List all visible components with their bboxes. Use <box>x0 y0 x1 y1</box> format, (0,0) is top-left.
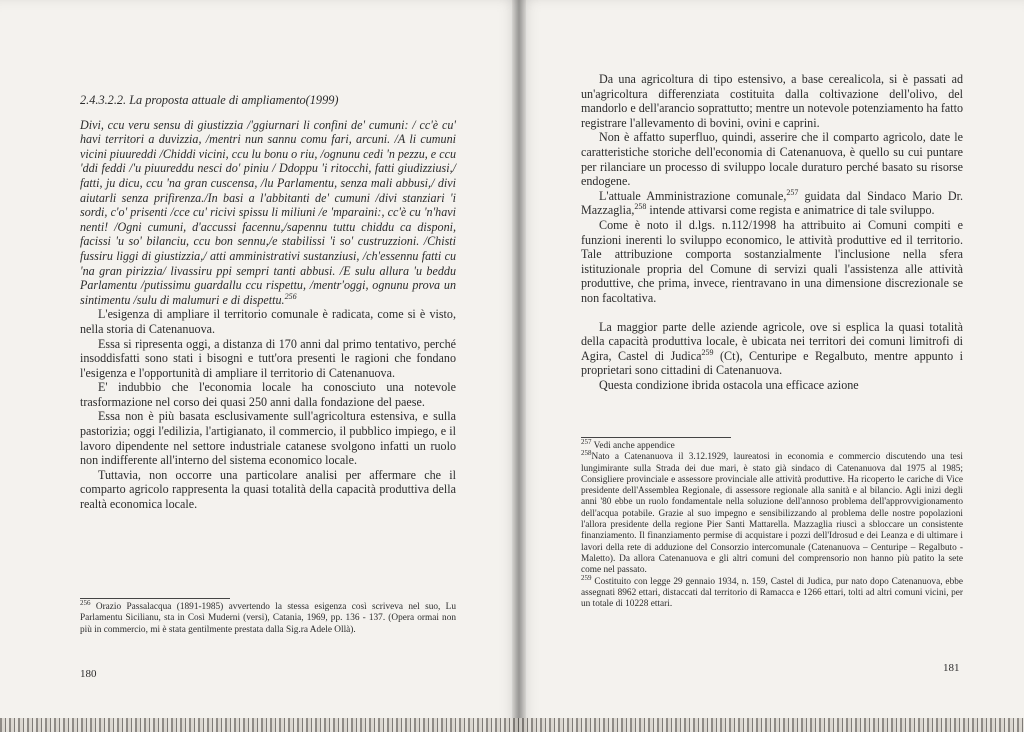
paragraph: Da una agricoltura di tipo estensivo, a base cerealicola, si è passati ad un'agricoltura differenziata costituita dalla coltivazione dell'olivo, del mandorlo e dell'arancio soprattutto; mentre un notevole potenziamento ha fatto registrare l'allevamento di bovini, ovini e caprini. <box>581 72 963 130</box>
right-page <box>519 0 1024 732</box>
paragraph: Essa si ripresenta oggi, a distanza di 170 anni dal primo tentativo, perché insoddisfatti sono stati i bisogni e tutt'ora presenti le ragioni che fondano l'esigenza e l'opportunità di ampliare il territorio di Catenanuova. <box>80 336 456 380</box>
paragraph: E' indubbio che l'economia locale ha conosciuto una notevole trasformazione nel corso dei quasi 250 anni dalla fondazione del paese. <box>80 380 456 409</box>
footnote-259 <box>581 573 963 611</box>
page-number-right: 181 <box>943 662 960 674</box>
left-footnotes <box>80 598 456 636</box>
text-segment: (Ct), Centuripe e Regalbuto, mentre appunto i proprietari sono cittadini di Catenanuova. <box>581 348 964 378</box>
footnote-ref: 259 <box>701 347 714 357</box>
footnote-ref: 258 <box>634 202 647 212</box>
footnote-258 <box>581 449 963 576</box>
text-segment: guidata dal Sindaco Mario Dr. Mazzaglia, <box>581 188 963 218</box>
paragraph: Come è noto il d.lgs. n.112/1998 ha attribuito ai Comuni compiti e funzioni inerenti lo sviluppo economico, le attività produttive ed il territorio. Tale attribuzione comporta sostanzialmente l'inclusione nella sfera istituzionale propria del Comune di servizi quali l'assistenza alle attività produttive, che prima, invece, rientravano in una dimensione discrezionale se non facoltativa. <box>581 217 963 305</box>
right-text-column <box>581 72 963 392</box>
footnote-ref: 257 <box>786 187 799 197</box>
footnote-mark: 259 <box>581 573 592 582</box>
page-number-left: 180 <box>80 668 97 680</box>
dialect-poem <box>80 118 456 308</box>
footnote-rule <box>581 437 731 438</box>
text-segment: L'attuale Amministrazione comunale, <box>599 188 787 203</box>
paragraph: Tuttavia, non occorre una particolare analisi per affermare che il comparto agricolo rappresenta la quasi totalità della capacità produttiva della realtà economica locale. <box>80 467 456 512</box>
paragraph: L'esigenza di ampliare il territorio comunale è radicata, come si è visto, nella storia di Catenanuova. <box>80 307 456 336</box>
book-gutter <box>512 0 526 732</box>
footnote-text: Orazio Passalacqua (1891-1985) avvertendo la stessa esigenza così scriveva nel suo, Lu Parlamentu Sicilianu, sta in Così Muderni (versi), Catania, 1969, pp. 136 - 137. (Opera ormai non più in commercio, mi è stata gentilmente prestata dalla Sig.ra Adele Ollà). <box>80 602 456 635</box>
footnote-text: Nato a Catenanuova il 3.12.1929, laureatosi in economia e commercio discutendo una tesi lungimirante sulla Strada dei due mari, è stato già sindaco di Catenanuova dal 1975 al 1985; Consigliere provinciale e assessore provinciale alle attività produttive. Ha ricoperto le cariche di Vice presidente dell'Assemblea Regionale, di assessore regionale alla sanità e al bilancio. Agli inizi degli anni '80 ebbe un ruolo fondamentale nella soluzione dell'annoso problema dell'approvvigionamento dell'acqua potabile. Grazie al suo impegno e sensibilizzando al problema delle nostre popolazioni l'allora presidente della regione Pier Santi Mattarella. Mazzaglia riuscì a sbloccare un consistente finanziamento. Il finanziamento permise di acquistare i pozzi dell'Idrosud e dei Leanza e di ultimare i lavori della rete di adduzione del Consorzio intercomunale (Catenanuova – Centuripe – Regalbuto - Maletto). Da allora Catenanuova e gli altri comuni del comprensorio non hanno più patito la sete come nel passato. <box>581 452 963 576</box>
footnote-256 <box>80 598 456 636</box>
footnote-257 <box>581 437 963 452</box>
page-edge-bottom <box>0 718 1024 732</box>
footnote-mark: 257 <box>581 437 592 446</box>
footnote-mark: 256 <box>80 598 91 607</box>
footnote-text: Costituito con legge 29 gennaio 1934, n. 159, Castel di Judica, pur nato dopo Catenanuova, ebbe assegnati 8962 ettari, distaccati dal territorio di Ramacca e 1266 ettari, tolti ad altri comuni vicini, per un totale di 10228 ettari. <box>581 576 963 610</box>
paragraph <box>581 189 963 218</box>
footnote-ref: 256 <box>284 291 297 301</box>
footnote-mark: 258 <box>581 449 592 458</box>
paragraph: Non è affatto superfluo, quindi, asserire che il comparto agricolo, date le caratteristiche storiche dell'economia di Catenanuova, è quello su cui puntare per rilanciare un processo di sviluppo locale duraturo perché basato su risorse endogene. <box>581 130 963 189</box>
text-segment: intende attivarsi come regista e animatrice di tale sviluppo. <box>646 203 935 218</box>
paragraph: Questa condizione ibrida ostacola una efficace azione <box>599 377 859 392</box>
section-heading: 2.4.3.2.2. La proposta attuale di ampliamento(1999) <box>80 93 339 107</box>
footnote-rule <box>80 598 230 599</box>
poem-text: Divi, ccu veru sensu di giustizzia /'ggiurnari li confini de' cumuni: / cc'è cu' havi territori a duvizzia, /mentri nun sannu comu fari, arcuni. /A li cumuni vicini piuureddi /Chiddi vicini, ccu lu bonu o riu, /ognunu cedi 'n pezzu, e ccu 'ddi feddi /'u piuureddu nesci do' piniu / Ddoppu 'i ritocchi, fatti giudizziusi,/ fatti, ju dicu, ccu 'na gran cuscensa, /lu Parlamentu, senza mali abbusi,/ divi aiutarli senza prifirenza./In basi a l'abbitanti de' cumuni /divi stanziari 'i sordi, c'o' prisenti /cce cu' ricivi spissu li miliuni /e 'mparaini:, cc'è cu 'n'havi nenti! /Ogni cumuni, d'accussi facennu,/sapennu tuttu chiddu ca disponi, facissi 'u so' bilanciu, ccu bon sennu,/e stabilissi 'i so' custruzzioni. /Chisti fussiru liggi di giustizzia,/ atti amministrativi sustanziusi, /ch'essennu fatti cu 'na gran pirizzia/ livassiru ppi sempri tanti abbusi. /E sulu allura 'u beddu Parlamentu /putissimu guardallu ccu rispettu, /mentr'oggi, ognunu prova un sintimentu /sulu di malumuri e di dispettu. <box>80 117 456 307</box>
paragraph <box>581 320 963 378</box>
text-segment: La maggior parte delle aziende agricole, ove si esplica la quasi totalità della capacità produttiva locale, è ubicata nei territori dei comuni limitrofi di Agira, Castel di Judica <box>581 319 963 363</box>
left-text-column <box>80 93 456 512</box>
right-footnotes <box>581 437 963 610</box>
paragraph: Essa non è più basata esclusivamente sull'agricoltura estensiva, e sulla pastorizia; oggi l'edilizia, l'artigianato, il commercio, il pubblico impiego, e il lavoro dipendente nel settore industriale catanese svolgono infatti un ruolo non indifferente all'interno del sistema economico locale. <box>80 409 456 468</box>
footnote-text: Vedi anche appendice <box>591 441 675 451</box>
